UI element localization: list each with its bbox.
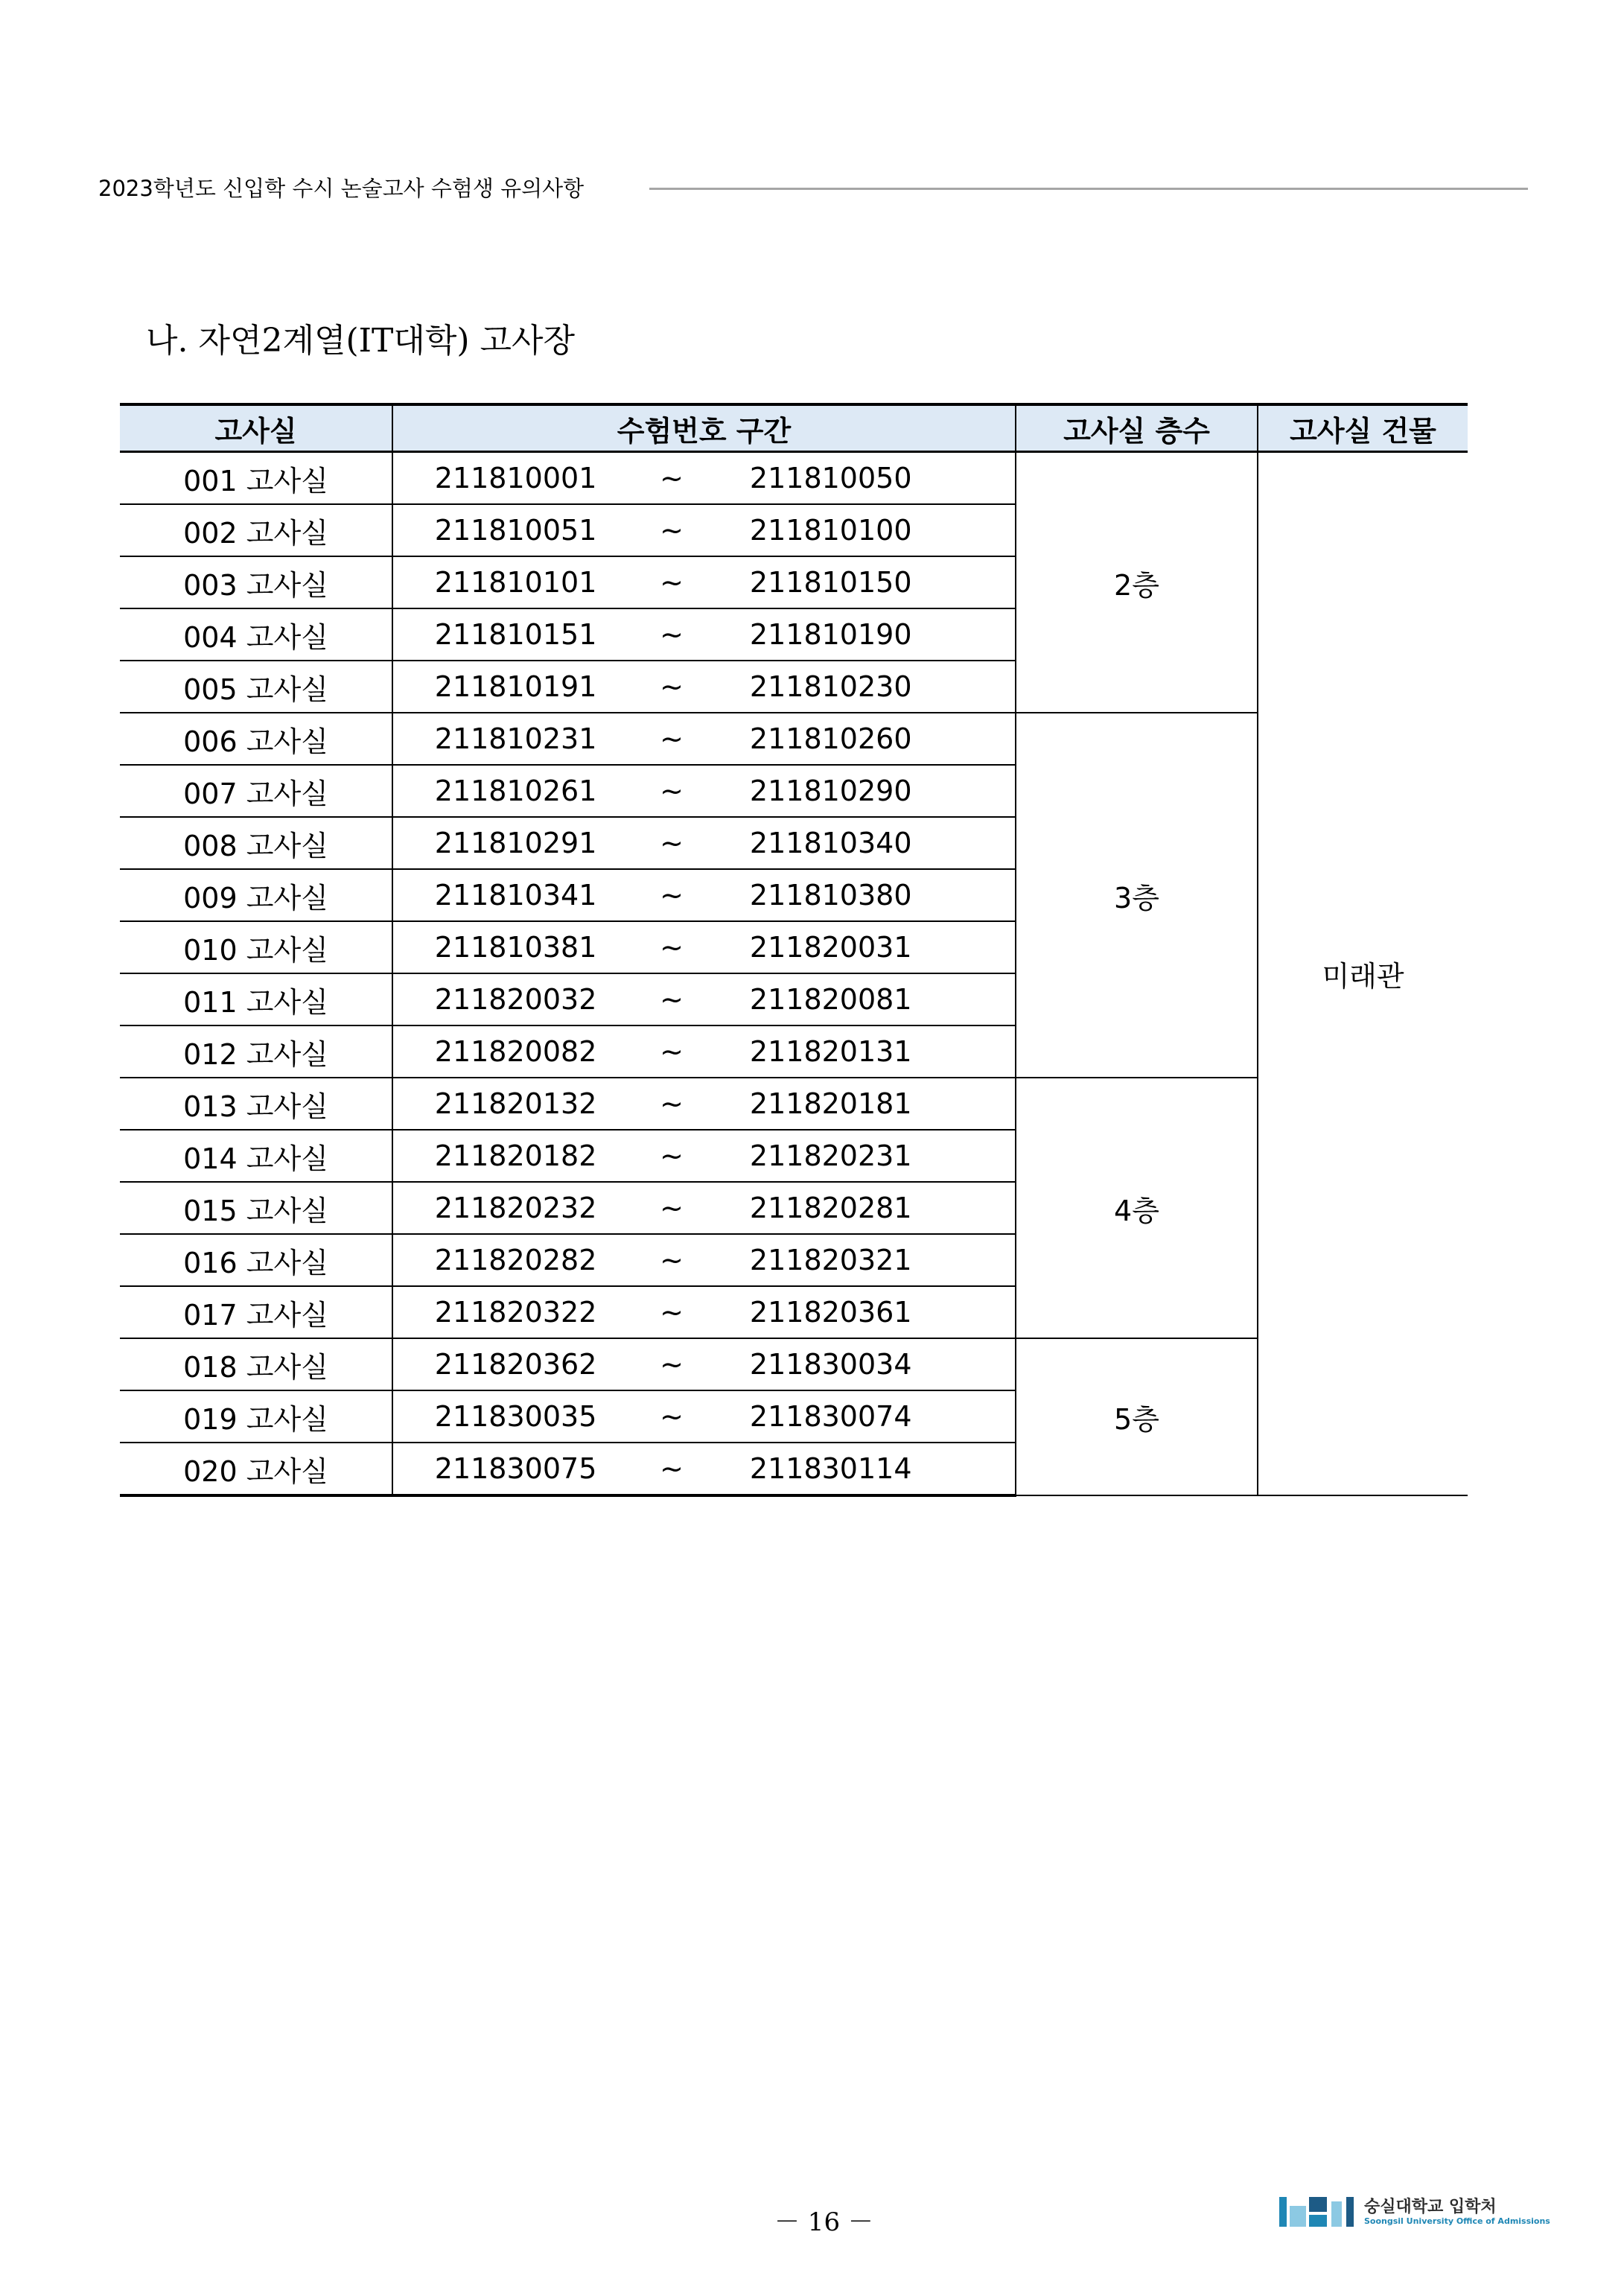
range-cell [392, 1130, 1016, 1182]
range-separator: ~ [660, 1296, 684, 1329]
column-header-building: 고사실 건물 [1258, 404, 1468, 452]
range-end: 211810100 [749, 514, 912, 547]
floor-cell: 2층 [1016, 452, 1258, 713]
room-cell: 016 고사실 [120, 1234, 392, 1286]
floor-cell: 3층 [1016, 713, 1258, 1078]
range-start: 211820322 [434, 1296, 597, 1329]
room-cell: 010 고사실 [120, 921, 392, 973]
range-end: 211810190 [749, 618, 912, 651]
range-end: 211810260 [749, 722, 912, 755]
room-cell: 006 고사실 [120, 713, 392, 765]
room-cell: 005 고사실 [120, 661, 392, 713]
room-cell: 003 고사실 [120, 556, 392, 608]
range-cell [392, 1390, 1016, 1443]
table-body [120, 452, 1468, 1496]
range-start: 211810001 [434, 462, 597, 495]
range-cell [392, 1443, 1016, 1495]
range-end: 211820131 [749, 1035, 912, 1068]
range-start: 211810101 [434, 566, 597, 599]
range-separator: ~ [660, 1139, 684, 1172]
range-end: 211820231 [749, 1139, 912, 1172]
range-separator: ~ [660, 1192, 684, 1224]
range-start: 211810231 [434, 722, 597, 755]
range-end: 211830114 [749, 1452, 912, 1485]
range-cell [392, 921, 1016, 973]
range-separator: ~ [660, 722, 684, 755]
room-cell: 004 고사실 [120, 608, 392, 661]
range-end: 211820181 [749, 1087, 912, 1120]
room-cell: 002 고사실 [120, 504, 392, 556]
room-cell: 014 고사실 [120, 1130, 392, 1182]
range-start: 211820182 [434, 1139, 597, 1172]
column-header-room: 고사실 [120, 404, 392, 452]
room-cell: 007 고사실 [120, 765, 392, 817]
range-start: 211820362 [434, 1348, 597, 1381]
range-separator: ~ [660, 1452, 684, 1485]
floor-cell: 5층 [1016, 1338, 1258, 1495]
range-separator: ~ [660, 670, 684, 703]
range-separator: ~ [660, 931, 684, 964]
room-cell: 012 고사실 [120, 1025, 392, 1078]
range-separator: ~ [660, 1035, 684, 1068]
range-end: 211810380 [749, 879, 912, 912]
range-start: 211810151 [434, 618, 597, 651]
range-cell [392, 661, 1016, 713]
room-cell: 020 고사실 [120, 1443, 392, 1495]
room-cell: 009 고사실 [120, 869, 392, 921]
logo-mark-icon [1278, 2195, 1360, 2230]
university-logo [1278, 2191, 1550, 2236]
range-end: 211810050 [749, 462, 912, 495]
page-number: － 16 － [774, 2207, 873, 2237]
range-start: 211820282 [434, 1244, 597, 1276]
range-separator: ~ [660, 462, 684, 495]
room-cell: 017 고사실 [120, 1286, 392, 1338]
range-start: 211820082 [434, 1035, 597, 1068]
exam-room-table [120, 403, 1468, 1497]
range-cell [392, 1286, 1016, 1338]
range-cell [392, 1078, 1016, 1130]
room-cell: 013 고사실 [120, 1078, 392, 1130]
header-rule [649, 188, 1528, 190]
room-cell: 015 고사실 [120, 1182, 392, 1234]
room-cell: 008 고사실 [120, 817, 392, 869]
table-row [120, 452, 1468, 505]
range-cell [392, 869, 1016, 921]
range-separator: ~ [660, 514, 684, 547]
range-start: 211830075 [434, 1452, 597, 1485]
range-end: 211820321 [749, 1244, 912, 1276]
logo-name: 숭실대학교 입학처 [1364, 2198, 1497, 2216]
range-cell [392, 1182, 1016, 1234]
range-start: 211810341 [434, 879, 597, 912]
range-start: 211810051 [434, 514, 597, 547]
section-title: 나. 자연2계열(IT대학) 고사장 [146, 322, 576, 360]
page-header [98, 170, 1528, 207]
room-cell: 001 고사실 [120, 452, 392, 505]
range-cell [392, 608, 1016, 661]
range-cell [392, 973, 1016, 1025]
range-separator: ~ [660, 879, 684, 912]
range-end: 211810340 [749, 827, 912, 859]
range-end: 211830074 [749, 1400, 912, 1433]
range-cell [392, 504, 1016, 556]
range-separator: ~ [660, 775, 684, 807]
range-cell [392, 765, 1016, 817]
range-start: 211820132 [434, 1087, 597, 1120]
range-separator: ~ [660, 1087, 684, 1120]
range-end: 211810150 [749, 566, 912, 599]
range-start: 211810191 [434, 670, 597, 703]
range-cell [392, 713, 1016, 765]
range-start: 211820232 [434, 1192, 597, 1224]
range-end: 211810230 [749, 670, 912, 703]
column-header-floor: 고사실 층수 [1016, 404, 1258, 452]
range-end: 211820281 [749, 1192, 912, 1224]
column-header-range: 수험번호 구간 [392, 404, 1016, 452]
range-end: 211820031 [749, 931, 912, 964]
room-cell: 019 고사실 [120, 1390, 392, 1443]
header-title: 2023학년도 신입학 수시 논술고사 수험생 유의사항 [98, 176, 585, 201]
range-start: 211820032 [434, 983, 597, 1016]
range-cell [392, 1338, 1016, 1390]
range-end: 211820081 [749, 983, 912, 1016]
logo-subtitle: Soongsil University Office of Admissions [1364, 2216, 1550, 2226]
range-start: 211830035 [434, 1400, 597, 1433]
range-start: 211810291 [434, 827, 597, 859]
range-separator: ~ [660, 1400, 684, 1433]
range-separator: ~ [660, 827, 684, 859]
building-cell: 미래관 [1258, 452, 1468, 1496]
range-separator: ~ [660, 1348, 684, 1381]
range-start: 211810381 [434, 931, 597, 964]
range-end: 211830034 [749, 1348, 912, 1381]
range-cell [392, 556, 1016, 608]
room-cell: 011 고사실 [120, 973, 392, 1025]
range-end: 211810290 [749, 775, 912, 807]
range-cell [392, 817, 1016, 869]
range-separator: ~ [660, 566, 684, 599]
range-separator: ~ [660, 983, 684, 1016]
range-cell [392, 1025, 1016, 1078]
range-end: 211820361 [749, 1296, 912, 1329]
floor-cell: 4층 [1016, 1078, 1258, 1338]
range-cell [392, 452, 1016, 505]
range-cell [392, 1234, 1016, 1286]
range-separator: ~ [660, 618, 684, 651]
table-header-row [120, 404, 1468, 452]
range-start: 211810261 [434, 775, 597, 807]
range-separator: ~ [660, 1244, 684, 1276]
room-cell: 018 고사실 [120, 1338, 392, 1390]
